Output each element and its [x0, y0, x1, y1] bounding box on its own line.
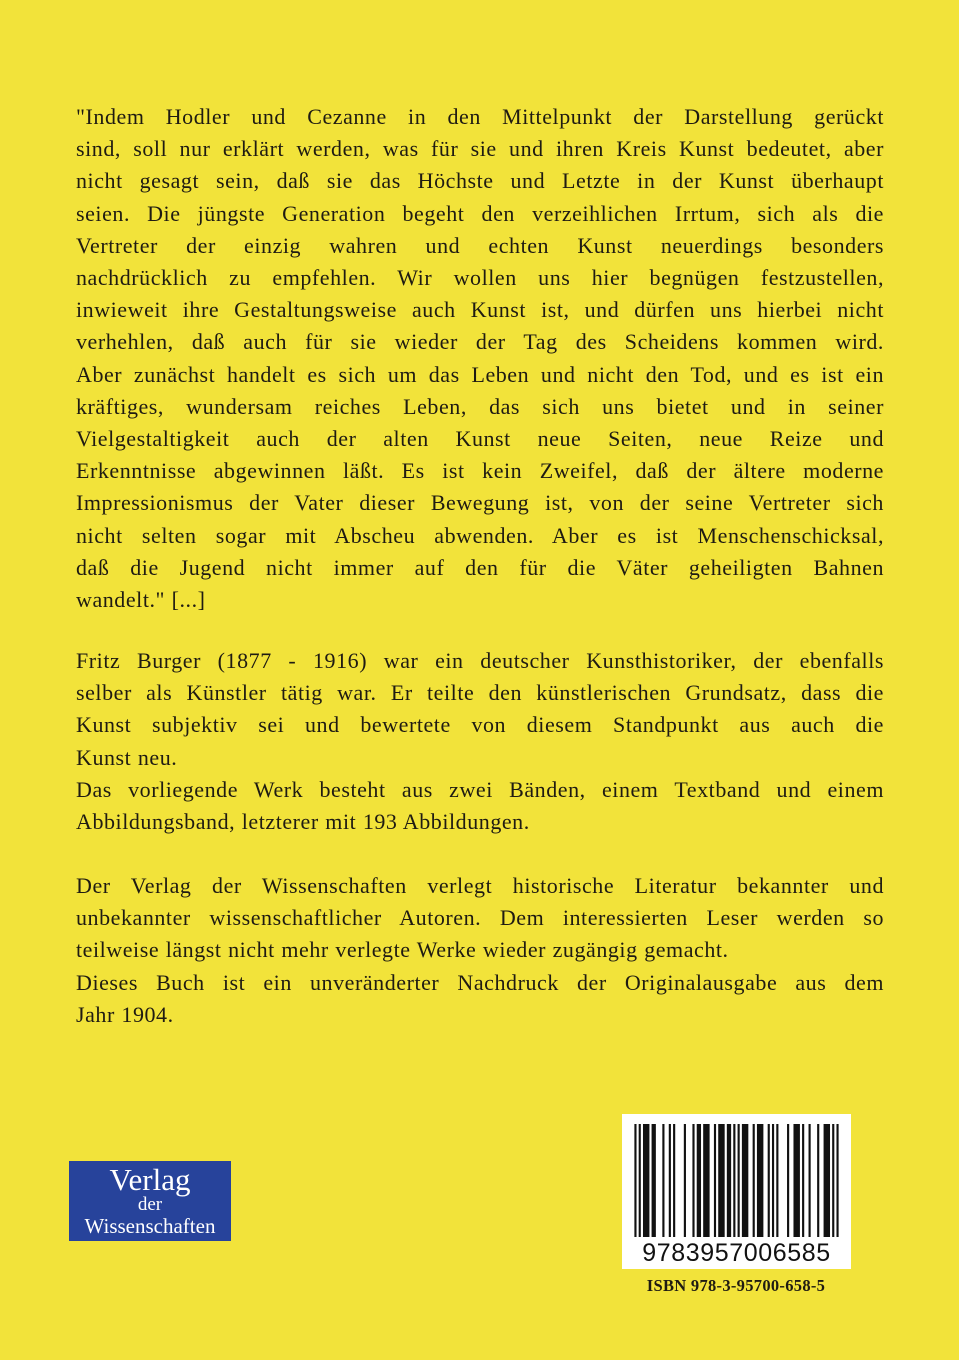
barcode-bar: [787, 1124, 789, 1237]
barcode-bar: [772, 1124, 774, 1237]
barcode-bar: [697, 1124, 701, 1237]
barcode-bar: [809, 1124, 811, 1237]
barcode-bar: [738, 1124, 740, 1237]
text-line: Kunst subjektiv sei und bewertete von diesem Standpunkt aus auch die: [76, 712, 884, 738]
barcode-digits: 9783957006585: [642, 1239, 831, 1267]
author-bio-paragraph: [76, 645, 884, 838]
text-line: Vielgestaltigkeit auch der alten Kunst neue Seiten, neue Reize und: [76, 426, 884, 452]
text-line: Dieses Buch ist ein unveränderter Nachdruck der Originalausgabe aus dem: [76, 969, 884, 995]
text-line: Jahr 1904.: [76, 1001, 174, 1027]
text-line: unbekannter wissenschaftlicher Autoren. Dem interessierten Leser werden so: [76, 905, 884, 931]
barcode-bar: [684, 1124, 686, 1237]
barcode-bar: [639, 1124, 641, 1237]
barcode-bar: [793, 1124, 799, 1237]
barcode-bar: [662, 1124, 664, 1237]
barcode-bar: [802, 1124, 804, 1237]
text-line: nachdrücklich zu empfehlen. Wir wollen uns hier begnügen festzustellen,: [76, 265, 884, 291]
text-line: Erkenntnisse abgewinnen läßt. Es ist kein Zweifel, daß der ältere moderne: [76, 458, 884, 484]
barcode-bar: [776, 1124, 778, 1237]
barcode: [622, 1114, 851, 1269]
publisher-paragraph: [76, 870, 884, 1031]
barcode-bar: [703, 1124, 709, 1237]
text-line: Der Verlag der Wissenschaften verlegt historische Literatur bekannter und: [76, 873, 884, 898]
text-line: Vertreter der einzig wahren und echten Kunst neuerdings besonders: [76, 232, 884, 258]
barcode-bar: [757, 1124, 763, 1237]
text-line: verhehlen, daß auch für sie wieder der Tag des Scheidens kommen wird.: [76, 329, 884, 355]
publisher-logo: [69, 1161, 231, 1241]
text-line: nicht selten sogar mit Abscheu abwenden. Aber es ist Menschenschicksal,: [76, 522, 884, 548]
text-line: Fritz Burger (1877 - 1916) war ein deutscher Kunsthistoriker, der ebenfalls: [76, 648, 884, 673]
text-line: "Indem Hodler und Cezanne in den Mittelpunkt der Darstellung gerückt: [76, 104, 884, 129]
text-line: wandelt." [...]: [76, 587, 206, 613]
barcode-bars: [622, 1114, 851, 1242]
barcode-bar: [824, 1124, 830, 1237]
text-line: teilweise längst nicht mehr verlegte Werke wieder zugängig gemacht.: [76, 937, 729, 963]
text-line: Das vorliegende Werk besteht aus zwei Bänden, einem Textband und einem: [76, 776, 884, 802]
barcode-bar: [753, 1124, 755, 1237]
logo-line-der: der: [137, 1194, 163, 1215]
barcode-bar: [718, 1124, 724, 1237]
barcode-bar: [727, 1124, 731, 1237]
barcode-bar: [817, 1124, 819, 1237]
text-line: daß die Jugend nicht immer auf den für die Väter geheiligten Bahnen: [76, 554, 884, 580]
barcode-bar: [652, 1124, 656, 1237]
barcode-bar: [673, 1124, 675, 1237]
text-line: Kunst neu.: [76, 744, 178, 770]
text-line: sind, soll nur erklärt werden, was für sie und ihren Kreis Kunst bedeutet, aber: [76, 136, 884, 162]
barcode-bar: [832, 1124, 834, 1237]
isbn-label: ISBN 978-3-95700-658-5: [646, 1276, 826, 1295]
text-line: selber als Künstler tätig war. Er teilte den künstlerischen Grundsatz, dass die: [76, 680, 884, 706]
barcode-bar: [742, 1124, 748, 1237]
quote-paragraph: [76, 101, 884, 616]
barcode-bar: [733, 1124, 735, 1237]
barcode-bar: [669, 1124, 671, 1237]
text-line: seien. Die jüngste Generation begeht den verzeihlichen Irrtum, sich als die: [76, 200, 884, 226]
text-line: inwieweit ihre Gestaltungsweise auch Kunst ist, und dürfen uns hierbei nicht: [76, 297, 884, 323]
text-line: Aber zunächst handelt es sich um das Leben und nicht den Tod, und es ist ein: [76, 361, 884, 387]
barcode-bar: [643, 1124, 649, 1237]
text-line: Impressionismus der Vater dieser Bewegung ist, von der seine Vertreter sich: [76, 490, 884, 516]
logo-line-wissenschaften: Wissenschaften: [84, 1214, 216, 1238]
barcode-bar: [768, 1124, 770, 1237]
barcode-bar: [714, 1124, 716, 1237]
text-line: kräftiges, wundersam reiches Leben, das sich uns bietet und in seiner: [76, 393, 884, 419]
barcode-bar: [634, 1124, 636, 1237]
logo-line-verlag: Verlag: [109, 1162, 191, 1197]
barcode-bar: [692, 1124, 694, 1237]
text-line: Abbildungsband, letzterer mit 193 Abbildungen.: [76, 809, 530, 835]
text-line: nicht gesagt sein, daß sie das Höchste und Letzte in der Kunst überhaupt: [76, 168, 884, 194]
barcode-bar: [836, 1124, 838, 1237]
